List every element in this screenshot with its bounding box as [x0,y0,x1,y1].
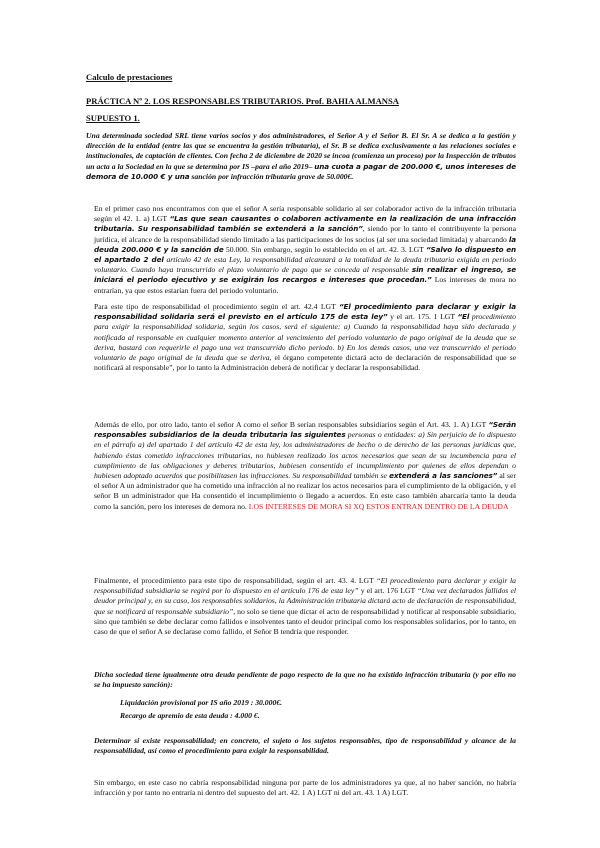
p4-text-1: Finalmente, el procedimiento para este tipo de responsabilidad, según el art. 43. 4. LGT [94,576,377,585]
statement-text-end: sanción por infracción tributaria grave de 50.000€. [189,171,354,181]
p2-text-1: Para este tipo de responsabilidad el procedimiento según el art. 42.4 LGT [94,302,339,311]
p4-text-2: y el art. 176 LGT [358,586,418,596]
course-heading: Calculo de prestaciones [86,72,173,82]
paragraph-solidary-procedure [94,302,516,373]
debt-item-liquidation: Liquidación provisional por IS año 2019 : 30.000€. [120,698,283,707]
p1-quote-1: “Las que sean causantes o colaboren activamente en la realización de una infracción tributaria. Su responsabilidad también se extenderá a la sanción” [94,214,516,234]
p1-quote-4: sin realizar el ingreso, se iniciará el periodo ejecutivo y se exigirán los recargos e intereses que procedan.” [94,265,516,285]
second-debt-intro: Dicha sociedad tiene igualmente otra deuda pendiente de pago respecto de la que no ha existido infracción tributaria (y por ello no se ha impuesto sanción): [94,670,516,690]
p3-italic-1: personas o entidades: a) Sin perjuicio de lo dispuesto en el párrafo a) del apartado 1 del artículo 42 de esta ley, los administradores de hecho o de derecho de las personas jurídicas que, habiendo éstas cometido infracciones tributarias, no hubiesen realizado los actos necesarios que sean de su incumbencia para el cumplimiento de las obligaciones y deberes tributarios, hubiesen consentido el incumplimiento por quienes de ellos dependan o hubiesen adoptado acuerdos que posibilitasen las infracciones. Su responsabilidad también se [94,430,516,481]
statement-text: Una determinada sociedad SRL tiene varios socios y dos administradores, el Señor A y el Señor B. El Sr. A se dedica a la gestión y dirección de la entidad (entre las que se encuentra la gestión tributaria), el Sr. B se dedica exclusivamente a las relaciones sociales e institucionales, de captación de clientes. Con fecha 2 de diciembre de 2020 se incoa (comienza un proceso) por la Inspección de tributos un acta a la Sociedad en la que se determina por IS –para el año 2019– [86,131,516,171]
p3-quote-2: extenderá a las sanciones” [389,471,498,481]
p1-quote-2: la deuda 200.000 € y la sanción de [94,234,516,254]
p2-quote-2: “El [457,312,470,322]
paragraph-solidary-responsibility [94,204,516,296]
p2-quote-1: “El procedimiento para declarar y exigir la responsabilidad solidaria será el previsto en el artículo 175 de esta ley” [94,302,516,322]
case-title: SUPUESTO 1. [86,113,140,123]
p4-italic-2: “Una vez declarados fallidos el deudor principal y, en su caso, los responsables solidarios, la Administración tributaria dictará acto de declaración de responsabilidad, que se notificará al responsable subsidiario” [94,586,516,616]
red-annotation: LOS INTERESES DE MORA SI XQ ESTOS ENTRAN DENTRO DE LA DEUDA [248,501,509,511]
p1-text-3: 50.000. Sin embargo, según lo establecido en el art. 42. 3. LGT [223,244,426,254]
p3-text-1: Además de ello, por otro lado, tanto el señor A como el señor B serían responsables subsidiarios según el Art. 43. 1. A) LGT [94,420,489,429]
practice-title: PRÁCTICA Nº 2. LOS RESPONSABLES TRIBUTARIOS. Prof. BAHIA ALMANSA [86,96,399,106]
debt-item-surcharge: Recargo de apremio de esta deuda : 4.000 €. [120,711,260,720]
p4-italic-1: “El procedimiento para declarar y exigir la responsabilidad subsidiaria se regirá por lo dispuesto en el artículo 176 de esta ley” [94,576,516,596]
case-statement [86,131,516,182]
paragraph-subsidiary-responsibility [94,420,516,512]
p1-text-1: En el primer caso nos encontramos con que el señor A sería responsable solidario al ser colaborador activo de la infracción tributaria según el 42. 1. a) LGT [94,204,516,224]
p1-italic-1: artículo 42 de esta Ley, la responsabilidad alcanzará a la totalidad de la deuda tributaria exigida en periodo voluntario. Cuando haya transcurrido el plazo voluntario de pago que se conceda al responsable [94,255,517,275]
p3-quote-1: “Serán responsables subsidiarios de la deuda tributaria las siguientes [94,420,516,440]
p2-italic-1: procedimiento para exigir la responsabilidad solidaria, según los casos, será el siguiente: a) Cuando la responsabilidad haya sido declarada y notificada al responsable en cualquier momento anterior al vencimiento del periodo voluntario de pago original de la deuda que se deriva, bastará con requerirle el pago una vez transcurrido dicho periodo. b) En los demás casos, una vez transcurrido el periodo voluntario de pago original de la deuda que se deriva, [94,312,516,363]
answer-paragraph: Sin embargo, en este caso no cabría responsabilidad ninguna por parte de los administradores ya que, al no haber sanción, no habría infracción y por tanto no entraría ni dentro del supuesto del art. 42. 1 A) LGT ni del art. 43. 1 A) LGT. [94,778,516,798]
statement-amounts: una cuota a pagar de 200.000 €, unos intereses de demora de 10.000 € y una [86,161,516,181]
p4-text-3: , no solo se tiene que dictar el acto de responsabilidad y notificar al responsable subsidiario, sino que también se debe declarar como fallidos e insolventes tanto el deudor principal como los responsables solidarios, por lo tanto, en caso de que el señor A se declarase como fallido, el Señor B tendría que responder. [94,606,516,637]
p1-text-2: , siendo por lo tanto el contribuyente la persona jurídica, el alcance de la responsabilidad siendo limitado a las participaciones de los socios (al ser una sociedad limitada) y abarcando [94,224,516,244]
paragraph-subsidiary-procedure [94,576,516,637]
p1-text-4: Los intereses de mora no entrarían, ya que estos estarían fuera del periodo voluntario. [94,275,517,295]
p2-text-2: y el art. 175. 1 LGT [387,312,458,322]
p2-text-3: el órgano competente dictará acto de declaración de responsabilidad que se notificará al responsable”, por lo tanto la Administración deberá de notificar y declarar la responsabilidad. [94,353,516,373]
p1-quote-3: “Salvo lo dispuesto en el apartado 2 del [94,244,516,265]
question-prompt: Determinar si existe responsabilidad; en concreto, el sujeto o los sujetos responsables, tipo de responsabilidad y alcance de la responsabilidad, así como el procedimiento para exigir la responsabilidad. [94,736,516,756]
p3-text-2: al ser el señor A un administrador que ha cometido una infracción al no realizar los actos necesarios para el cumplimiento de la obligación, y el señor B un administrador que Ha consentido el incumplimiento o llegado a acuerdos. En este caso también abarcaría tanto la deuda como la sanción, pero los intereses de demora no. [94,471,517,511]
